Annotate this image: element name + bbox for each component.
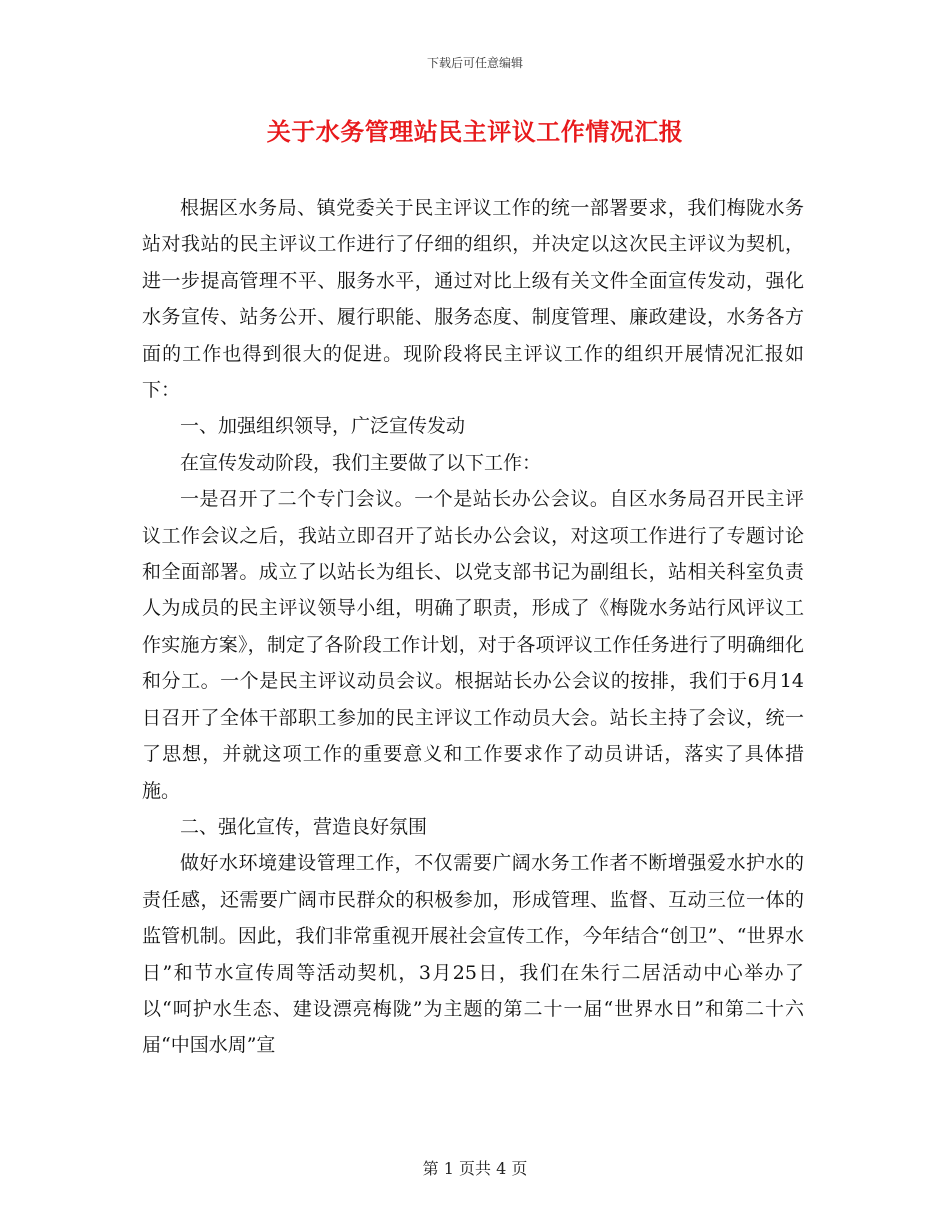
document-body	[142, 190, 804, 1064]
page-header-note: 下载后可任意编辑	[426, 56, 523, 70]
section-heading-1: 一、加强组织领导，广泛宣传发动	[180, 415, 466, 438]
paragraph-intro: 根据区水务局、镇党委关于民主评议工作的统一部署要求，我们梅陇水务站对我站的民主评议工作进行了仔细的组织，并决定以这次民主评议为契机，进一步提高管理不平、服务水平，通过对比上级有关文件全面宣传发动，强化水务宣传、站务公开、履行职能、服务态度、制度管理、廉政建设，水务各方面的工作也得到很大的促进。现阶段将民主评议工作的组织开展情况汇报如下：	[142, 197, 804, 402]
page-number-footer: 第 1 页共 4 页	[422, 1159, 528, 1178]
section-heading-2: 二、强化宣传，营造良好氛围	[180, 815, 428, 838]
paragraph-meetings: 一是召开了二个专门会议。一个是站长办公会议。自区水务局召开民主评议工作会议之后，我站立即召开了站长办公会议，对这项工作进行了专题讨论和全面部署。成立了以站长为组长、以党支部书记为副组长，站相关科室负责人为成员的民主评议领导小组，明确了职责，形成了《梅陇水务站行风评议工作实施方案》，制定了各阶段工作计划，对于各项评议工作任务进行了明确细化和分工。一个是民主评议动员会议。根据站长办公会议的按排，我们于6月14日召开了全体干部职工参加的民主评议工作动员大会。站长主持了会议，统一了思想，并就这项工作的重要意义和工作要求作了动员讲话，落实了具体措施。	[142, 488, 804, 802]
document-title: 关于水务管理站民主评议工作情况汇报	[266, 117, 684, 146]
paragraph-publicity: 做好水环境建设管理工作，不仅需要广阔水务工作者不断增强爱水护水的责任感，还需要广阔市民群众的积极参加，形成管理、监督、互动三位一体的监管机制。因此，我们非常重视开展社会宣传工作，今年结合“创卫”、“世界水日”和节水宣传周等活动契机，3月25日，我们在朱行二居活动中心举办了以“呵护水生态、建设漂亮梅陇”为主题的第二十一届“世界水日”和第二十六届“中国水周”宣	[142, 852, 804, 1057]
paragraph-publicity-intro: 在宣传发动阶段，我们主要做了以下工作：	[180, 451, 542, 474]
